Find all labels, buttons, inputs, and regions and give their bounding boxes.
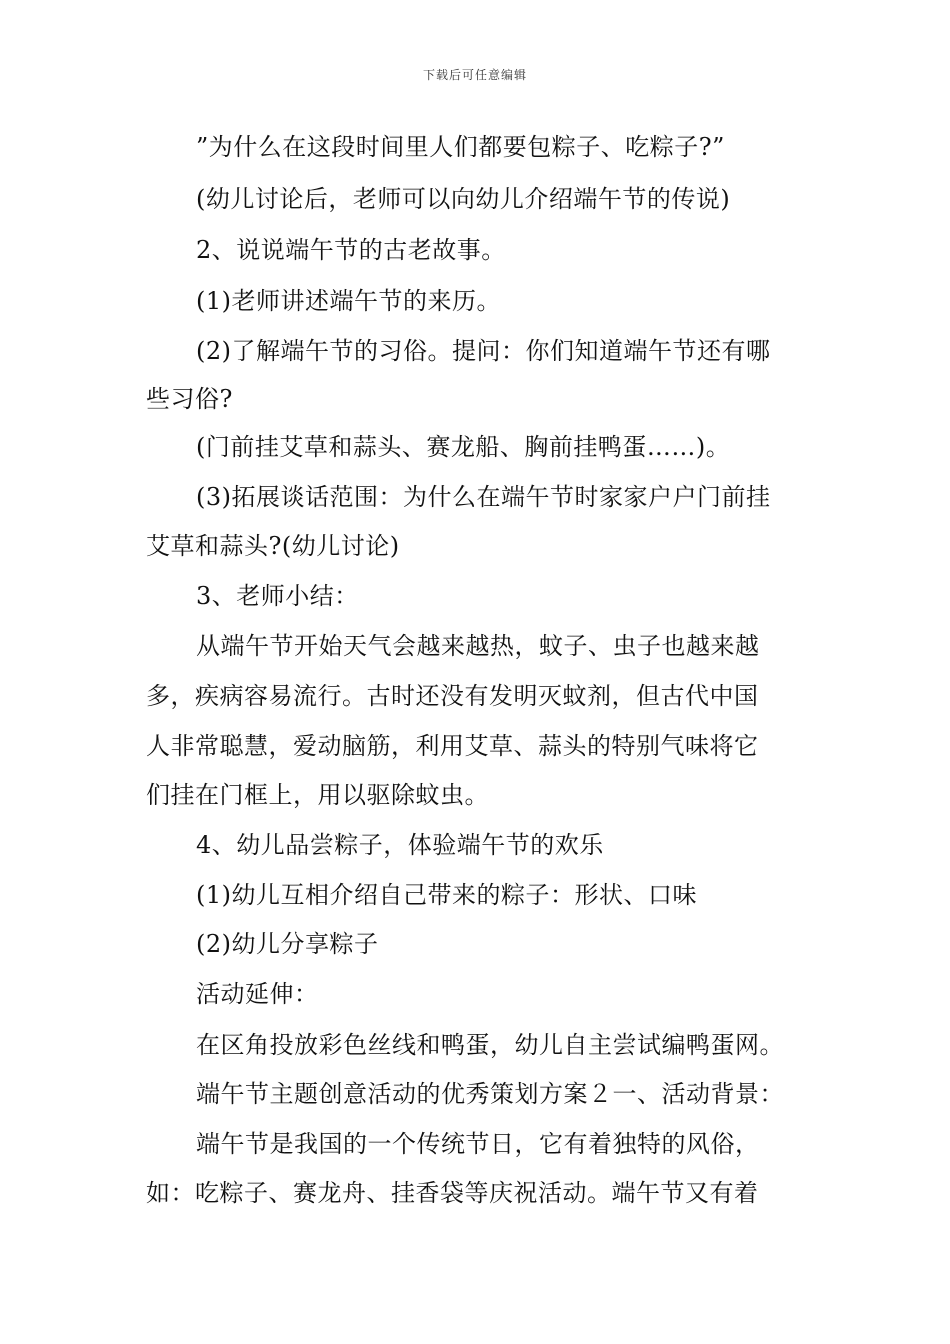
paragraph-line: (2)幼儿分享粽子: [196, 930, 379, 958]
paragraph-line: 4、幼儿品尝粽子，体验端午节的欢乐: [196, 831, 604, 859]
paragraph-line: 些习俗?: [146, 385, 233, 413]
paragraph-line: 们挂在门框上，用以驱除蚊虫。: [146, 781, 489, 809]
paragraph-line: (1)老师讲述端午节的来历。: [196, 287, 501, 315]
paragraph-line: 3、老师小结：: [196, 582, 359, 610]
paragraph-line: 人非常聪慧，爱动脑筋，利用艾草、蒜头的特别气味将它: [146, 732, 759, 760]
paragraph-line: 多，疾病容易流行。古时还没有发明灭蚊剂，但古代中国: [146, 682, 759, 710]
paragraph-line: 端午节主题创意活动的优秀策划方案２一、活动背景：: [196, 1080, 784, 1108]
paragraph-line: (2)了解端午节的习俗。提问：你们知道端午节还有哪: [196, 337, 771, 365]
paragraph-line: (1)幼儿互相介绍自己带来的粽子：形状、口味: [196, 881, 697, 909]
paragraph-line: 2、说说端午节的古老故事。: [196, 236, 506, 264]
paragraph-line: 活动延伸：: [196, 980, 319, 1008]
paragraph-line: 艾草和蒜头?(幼儿讨论): [146, 532, 400, 560]
paragraph-line: (门前挂艾草和蒜头、赛龙船、胸前挂鸭蛋……)。: [196, 433, 731, 461]
paragraph-line: (幼儿讨论后，老师可以向幼儿介绍端午节的传说): [196, 185, 731, 213]
paragraph-line: 端午节是我国的一个传统节日，它有着独特的风俗，: [196, 1130, 760, 1158]
paragraph-line: (3)拓展谈话范围：为什么在端午节时家家户户门前挂: [196, 483, 771, 511]
paragraph-line: 如：吃粽子、赛龙舟、挂香袋等庆祝活动。端午节又有着: [146, 1179, 759, 1207]
paragraph-line: ”为什么在这段时间里人们都要包粽子、吃粽子?”: [196, 133, 725, 161]
page-header: 下载后可任意编辑: [422, 68, 527, 82]
paragraph-line: 在区角投放彩色丝线和鸭蛋，幼儿自主尝试编鸭蛋网。: [196, 1031, 784, 1059]
paragraph-line: 从端午节开始天气会越来越热，蚊子、虫子也越来越: [196, 632, 760, 660]
